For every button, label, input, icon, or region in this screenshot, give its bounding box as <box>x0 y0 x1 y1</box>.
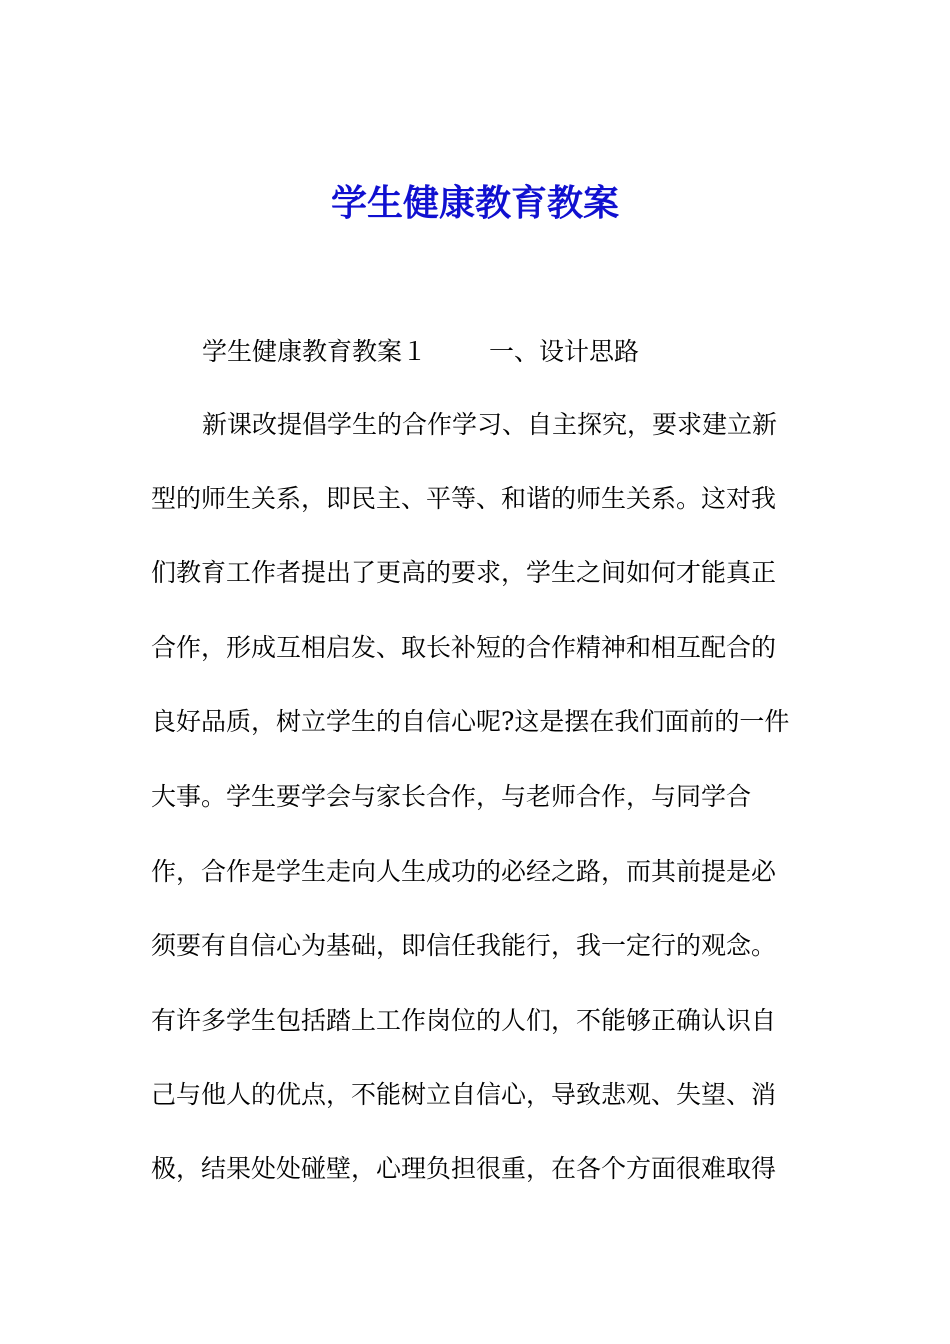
body-line: 们教育工作者提出了更高的要求，学生之间如何才能真正 <box>151 558 777 587</box>
section-heading-subtitle: 一、设计思路 <box>489 337 640 366</box>
body-line: 新课改提倡学生的合作学习、自主探究，要求建立新 <box>202 410 778 439</box>
section-heading-title: 学生健康教育教案１ <box>202 337 428 366</box>
document-title: 学生健康教育教案 <box>330 182 619 224</box>
body-line: 须要有自信心为基础，即信任我能行，我一定行的观念。 <box>151 931 777 960</box>
body-line: 良好品质，树立学生的自信心呢?这是摆在我们面前的一件 <box>151 707 790 736</box>
body-line: 作，合作是学生走向人生成功的必经之路，而其前提是必 <box>151 857 777 886</box>
body-line: 大事。学生要学会与家长合作，与老师合作，与同学合 <box>151 782 752 811</box>
body-line: 型的师生关系，即民主、平等、和谐的师生关系。这对我 <box>151 484 777 513</box>
body-line: 极，结果处处碰壁，心理负担很重，在各个方面很难取得 <box>151 1154 777 1183</box>
body-line: 合作，形成互相启发、取长补短的合作精神和相互配合的 <box>151 633 777 662</box>
body-line: 有许多学生包括踏上工作岗位的人们，不能够正确认识自 <box>151 1006 777 1035</box>
section-heading <box>202 335 639 369</box>
body-line: 己与他人的优点，不能树立自信心，导致悲观、失望、消 <box>151 1080 777 1109</box>
